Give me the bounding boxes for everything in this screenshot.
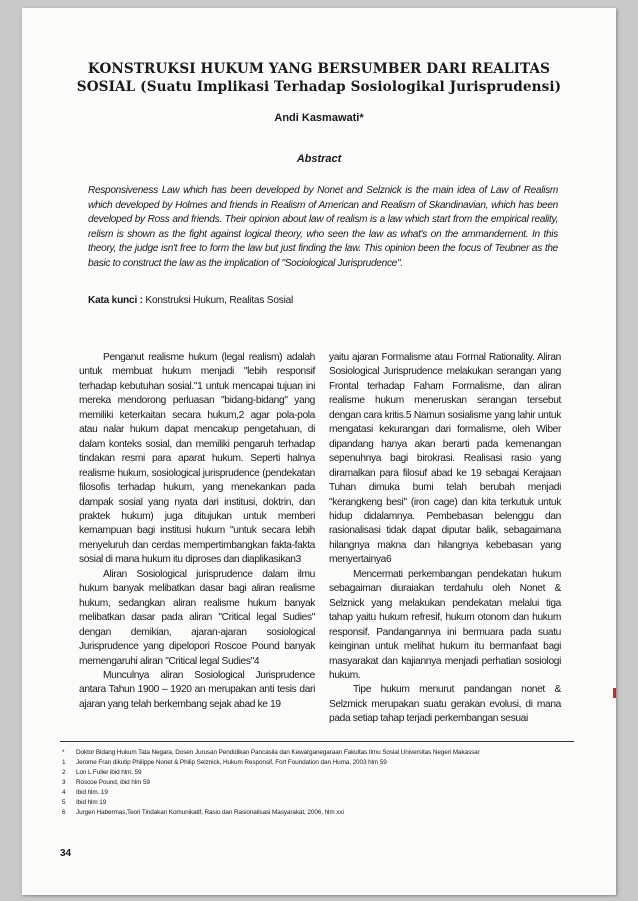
author-name: Andi Kasmawati* [274, 112, 364, 124]
footnote-mark: * [62, 749, 65, 756]
paragraph: Mencermati perkembangan pendekatan hukum sebagaiman diuraiakan terdahulu oleh Nonet & Selznick yang melakukan pendekatan melalui tiga tahap yaitu hukum refresif, hukum otonom dan hukum responsif. Pandangannya ini bermuara pada suatu keinginan untuk melihat hukum itu bermanfaat bagi masyarakat dan kajiannya menjadi perhatian sosiologi hukum. [329, 568, 561, 681]
footnote-mark: 5 [62, 799, 66, 806]
title-line-2: SOSIAL (Suatu Implikasi Terhadap Sosiologikal Jurisprudensi) [76, 79, 562, 95]
footnote-text: Jurgen Habermas,Teori Tindakan Komunikatif, Rasio dan Rasionalisasi Masyarakat, 2006, hlm xxi [76, 809, 344, 816]
footnote-divider [60, 741, 574, 742]
page-edge-mark [613, 688, 616, 698]
keywords-value: Konstruksi Hukum, Realitas Sosial [142, 295, 294, 306]
footnote-mark: 1 [62, 759, 66, 766]
footnote-text: Doktor Bidang Hukum Tata Negara, Dosen Jurusan Pendidikan Pancasila dan Kewarganegaraan Fakultas Ilmu Sosial Universitas Negeri Makassar [76, 749, 480, 756]
abstract-text: Responsiveness Law which has been developed by Nonet and Selznick is the main idea of Law of Realism which developed by Holmes and friends in Realism of American and Realism of Skandinavian, which has been developed by Ross and friends. Their opinion about law of realism is a law which start from the empirical reality, relism is shown as the fight against logical theory, who seen the law as what's on the ammandement. In this theory, the judge isn't free to form the law but just finding the law. This opinion been the focus of Teubner as the basic to construct the law as the implication of "Sociological Jurisprudence". [88, 185, 558, 269]
footnote [62, 798, 582, 808]
keywords-label: Kata kunci : [88, 295, 143, 306]
footnote-text: Lon L Fuller ibid hlm. 59 [76, 769, 142, 776]
paragraph: Aliran Sosiological jurisprudence dalam ilmu hukum banyak melibatkan dasar bagi aliran realisme hukum, sedangkan aliran realisme hukum banyak melibatkan dasar pada aliran "Critical legal Sudies" dengan demikian, ajaran-ajaran sosiological Jurisprudence yang dipelopori Roscoe Pound banyak memengaruhi aliran "Critical legal Sudies"4 [79, 568, 315, 667]
footnote [62, 788, 582, 798]
page-number: 34 [60, 848, 72, 859]
paragraph: Tipe hukum menurut pandangan nonet & Selzmick merupakan suatu gerakan evolusi, di mana pada setiap tahap terjadi perkembangan sesuai [329, 684, 561, 725]
paragraph: Penganut realisme hukum (legal realism) adalah untuk membuat hukum menjadi "lebih responsif terhadap kebutuhan sosial."1 untuk mencapai tujuan ini mereka mendorong perluasan "bidang-bidang" yang memiliki keterkaitan secara hukum,2 agar pola-pola atau nalar hukum dapat mencakup pengetahuan, di dalam konteks sosial, dan memiliki pengaruh terhadap tindakan resmi para aparat hukum. Seperti halnya realisme hukum, sosiological jurisprudence (pendekatan filosofis terhadap hukum, yang menekankan pada dampak sosial yang nyata dari institusi, doktrin, dan praktek hukum) juga ditujukan untuk memberi kemampuan bagi institusi hukum "untuk secara lebih menyeluruh dan cerdas mempertimbangkan fakta-fakta sosial di mana hukum itu diproses dan diaplikasikan3 [79, 352, 315, 566]
footnote-mark: 2 [62, 769, 66, 776]
footnote-text: Jerome Fran dikutip Philippe Nonet & Philip Selznick, Hukum Responsif, Fort Foundation dan Huma, 2003 hlm 59 [76, 759, 387, 766]
footnote-mark: 6 [62, 809, 66, 816]
footnote [62, 768, 582, 778]
footnote-mark: 3 [62, 779, 66, 786]
abstract-heading: Abstract [296, 153, 342, 165]
footnote [62, 808, 582, 818]
paragraph: yaitu ajaran Formalisme atau Formal Rationality. Aliran Sosiological Jurisprudence melakukan serangan yang Frontal terhadap Faham Formalisme, dan aliran realisme hukum meneruskan serangan tersebut dengan cara kritis.5 Namun sosialisme yang lahir untuk mengatasi kekurangan dari formalisme, oleh Wiber dipandang hanya akan berarti pada kemenangan sepenuhnya bagi birokrasi. Realisasi rasio yang diramalkan para filosuf abad ke 19 sebagai Kerajaan Tuhan dimuka bumi telah berubah menjadi "kerangkeng besi" (iron cage) dan kita terkutuk untuk hidup didalamnya. Pembebasan belenggu dan rasionalisasi tidak dapat diputar balik, sebagaimana hilangnya makna dan hilangnya kebebasan yang menyertainya6 [329, 352, 561, 566]
footnote [62, 778, 582, 788]
title-line-1: KONSTRUKSI HUKUM YANG BERSUMBER DARI REALITAS [87, 61, 551, 77]
document-page [22, 8, 616, 895]
footnote [62, 748, 582, 758]
body-column-left [79, 351, 315, 712]
paragraph: Munculnya aliran Sosiological Jurisprudence antara Tahun 1900 – 1920 an merupakan anti tesis dari ajaran yang telah berkembang sejak abad ke 19 [79, 669, 315, 710]
paper-title [62, 60, 576, 96]
footnote-text: Ibid hlm 19 [76, 799, 107, 806]
footnote-text: Roscoe Pound, ibid hlm 59 [76, 779, 150, 786]
body-column-right [329, 351, 561, 727]
footnotes [62, 748, 582, 818]
keywords [88, 295, 558, 306]
footnote [62, 758, 582, 768]
footnote-mark: 4 [62, 789, 66, 796]
footnote-text: Ibid hlm. 19 [76, 789, 108, 796]
